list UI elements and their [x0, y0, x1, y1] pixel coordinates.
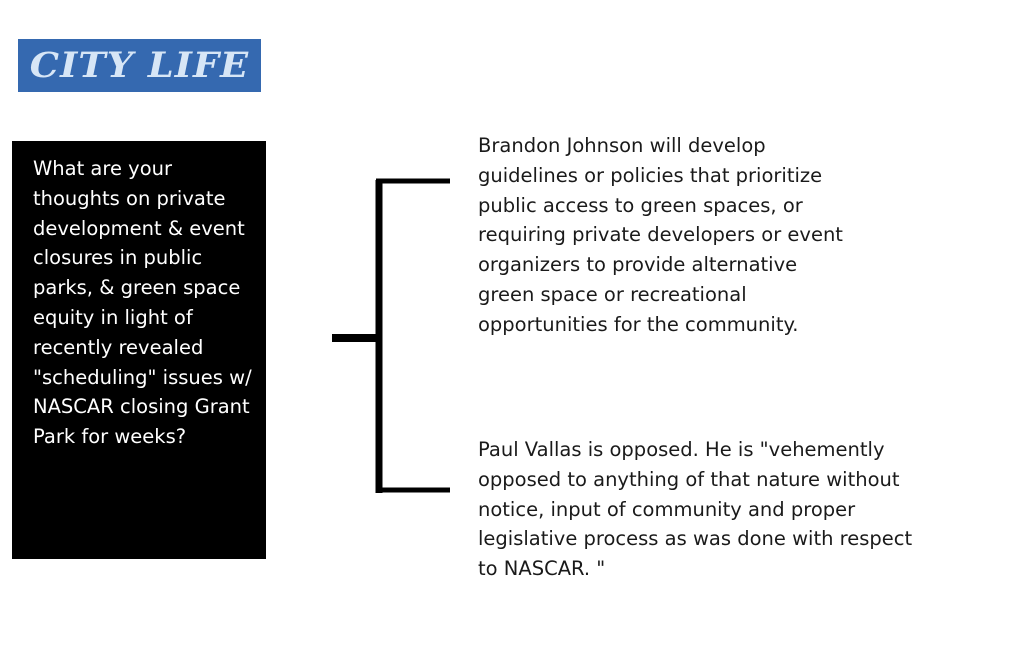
answer-paul-vallas: Paul Vallas is opposed. He is "vehemently opposed to anything of that nature without notice, input of community and proper legislative process as was done with respect to NASCAR. "	[478, 438, 913, 581]
answer-brandon-johnson: Brandon Johnson will develop guidelines or policies that prioritize public access to green spaces, or requiring private developers or event organizers to provide alternative green space or recreational opportunities for the community.	[478, 134, 843, 336]
question-text: What are your thoughts on private development & event closures in public parks, & green space equity in light of recently revealed "scheduling" issues w/ NASCAR closing Grant Park for weeks?	[33, 157, 252, 449]
logo-text: CITY LIFE	[29, 45, 250, 86]
